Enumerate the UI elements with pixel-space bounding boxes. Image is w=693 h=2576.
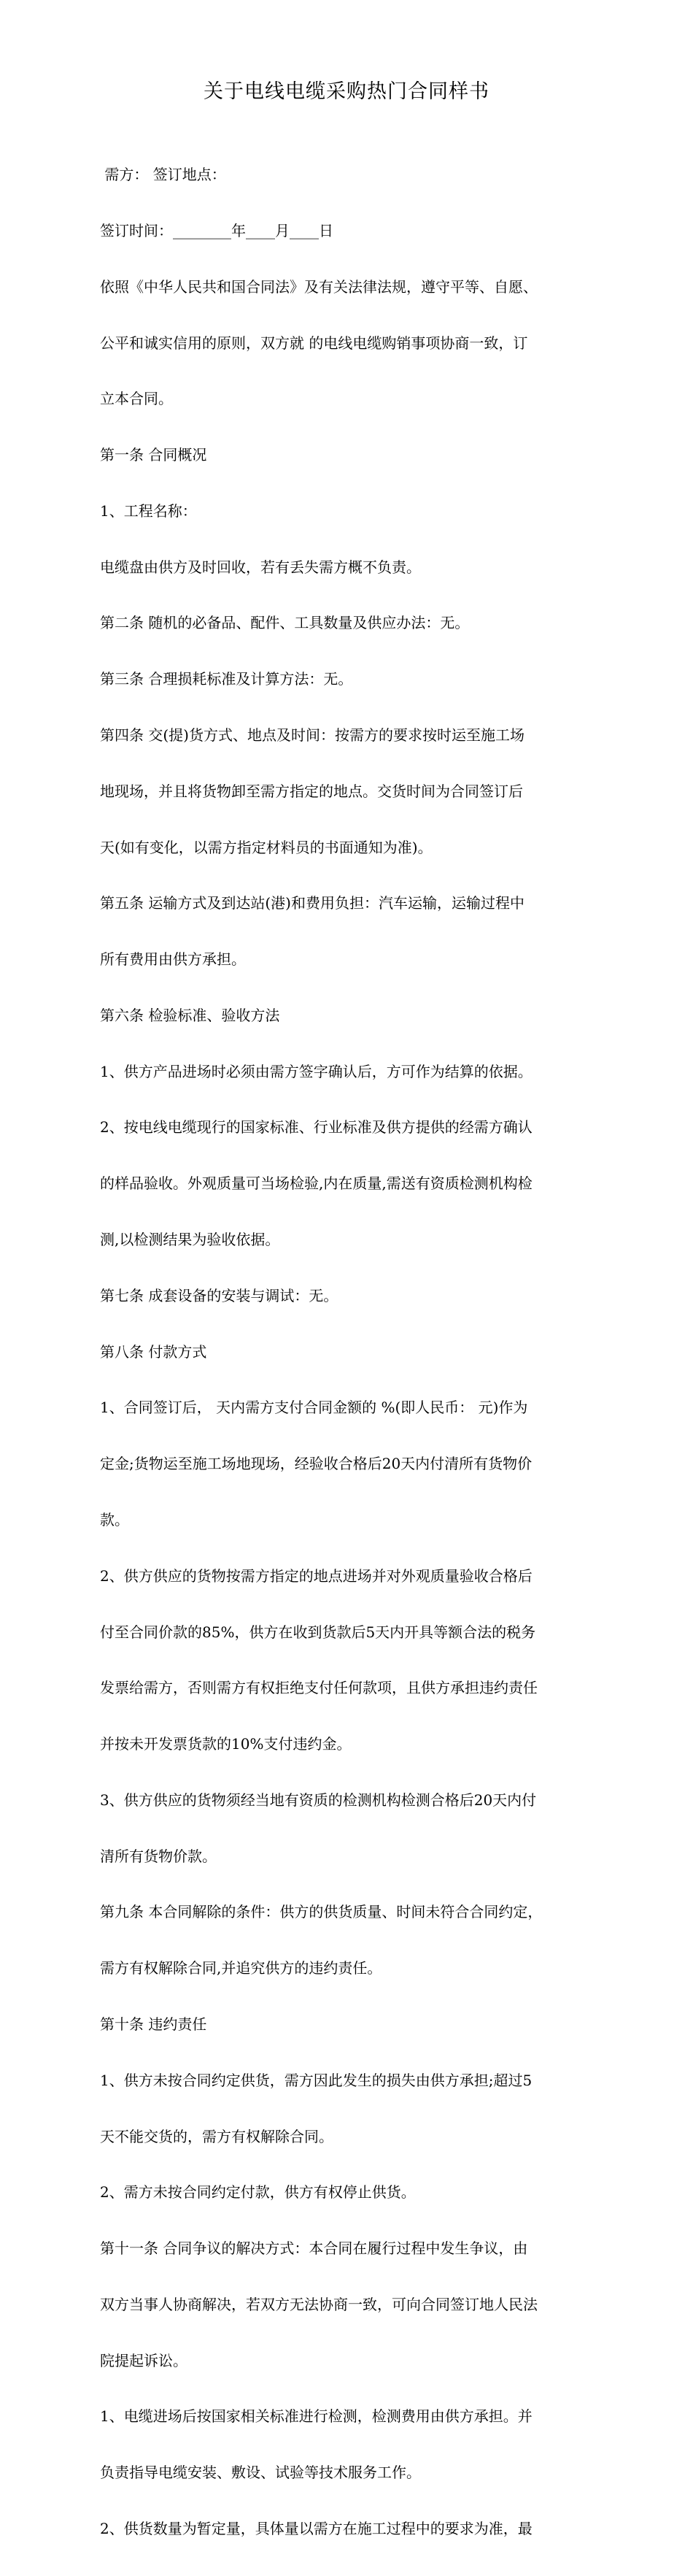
text-line: 2、供方供应的货物按需方指定的地点进场并对外观质量验收合格后 <box>100 1566 533 1585</box>
text-line: 公平和诚实信用的原则，双方就 的电线电缆购销事项协商一致，订 <box>100 334 528 352</box>
text-line: 并按未开发票货款的10%支付违约金。 <box>100 1735 352 1753</box>
text-line: 2、需方未按合同约定付款，供方有权停止供货。 <box>100 2183 416 2202</box>
text-line: 电缆盘由供方及时回收，若有丢失需方概不负责。 <box>100 558 421 576</box>
section-heading: 第九条 本合同解除的条件：供方的供货质量、时间未符合合同约定， <box>100 1903 543 1921</box>
text-line: 依照《中华人民共和国合同法》及有关法律法规，遵守平等、自愿、 <box>100 277 538 296</box>
text-line: 立本合同。 <box>100 390 173 408</box>
text-line: 双方当事人协商解决，若双方无法协商一致，可向合同签订地人民法 <box>100 2295 538 2313</box>
text-line: 定金;货物运至施工场地现场，经验收合格后20天内付清所有货物价 <box>100 1455 533 1473</box>
section-heading: 第十条 违约责任 <box>100 2015 207 2033</box>
text-line: 2、供货数量为暂定量，具体量以需方在施工过程中的要求为准，最 <box>100 2520 533 2537</box>
document-title: 关于电线电缆采购热门合同样书 <box>204 80 489 103</box>
section-heading: 第四条 交(提)货方式、地点及时间：按需方的要求按时运至施工场 <box>100 726 524 744</box>
section-heading: 第十一条 合同争议的解决方式：本合同在履行过程中发生争议，由 <box>100 2239 528 2258</box>
text-line: 1、供方未按合同约定供货，需方因此发生的损失由供方承担;超过5 <box>100 2071 533 2089</box>
text-line: 清所有货物价款。 <box>100 1847 217 1865</box>
text-line: 负责指导电缆安装、敷设、试验等技术服务工作。 <box>100 2464 421 2482</box>
text-line: 天不能交货的，需方有权解除合同。 <box>100 2127 333 2145</box>
section-heading: 第三条 合理损耗标准及计算方法：无。 <box>100 670 353 688</box>
text-line: 1、合同签订后， 天内需方支付合同金额的 %(即人民币： 元)作为 <box>100 1399 528 1417</box>
text-line: 所有费用由供方承担。 <box>100 950 246 969</box>
section-heading: 第七条 成套设备的安装与调试：无。 <box>100 1286 338 1304</box>
text-line: 院提起诉讼。 <box>100 2351 187 2369</box>
text-line: 签订时间：________年____月____日 <box>100 221 333 239</box>
contract-body <box>100 128 599 2576</box>
text-line: 付至合同价款的85%，供方在收到货款后5天内开具等额合法的税务 <box>100 1623 536 1641</box>
text-line: 需方有权解除合同,并追究供方的违约责任。 <box>100 1959 382 1977</box>
section-heading: 第一条 合同概况 <box>100 446 207 464</box>
text-line: 3、供方供应的货物须经当地有资质的检测机构检测合格后20天内付 <box>100 1791 537 1809</box>
text-line: 发票给需方，否则需方有权拒绝支付任何款项，且供方承担违约责任 <box>100 1679 538 1697</box>
text-line: 1、工程名称： <box>100 501 197 520</box>
text-line: 1、电缆进场后按国家相关标准进行检测，检测费用由供方承担。并 <box>100 2407 533 2426</box>
section-heading: 第二条 随机的必备品、配件、工具数量及供应办法：无。 <box>100 614 470 632</box>
text-line: 的样品验收。外观质量可当场检验,内在质量,需送有资质检测机构检 <box>100 1174 533 1193</box>
text-line: 天(如有变化，以需方指定材料员的书面通知为准)。 <box>100 838 433 856</box>
section-heading: 第五条 运输方式及到达站(港)和费用负担：汽车运输，运输过程中 <box>100 894 524 912</box>
text-line: 款。 <box>100 1510 129 1529</box>
section-heading: 第八条 付款方式 <box>100 1342 207 1361</box>
text-line: 地现场，并且将货物卸至需方指定的地点。交货时间为合同签订后 <box>100 782 523 800</box>
text-line: 需方： 签订地点： <box>100 166 226 184</box>
text-line: 1、供方产品进场时必须由需方签字确认后，方可作为结算的依据。 <box>100 1062 533 1080</box>
section-heading: 第六条 检验标准、验收方法 <box>100 1006 280 1024</box>
text-line: 测,以检测结果为验收依据。 <box>100 1231 280 1249</box>
text-line: 2、按电线电缆现行的国家标准、行业标准及供方提供的经需方确认 <box>100 1118 533 1137</box>
